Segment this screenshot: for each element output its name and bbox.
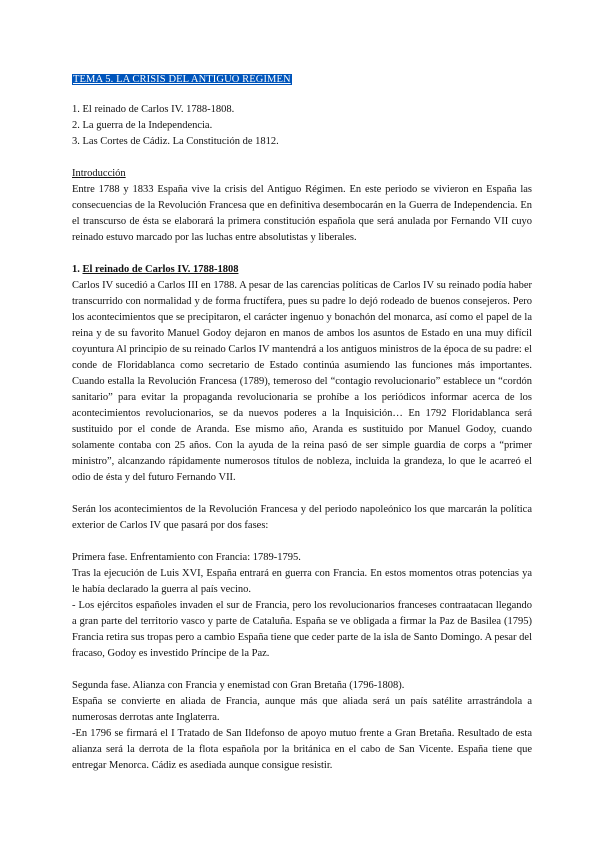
intro-paragraph: Entre 1788 y 1833 España vive la crisis del Antiguo Régimen. En este periodo se vivieron en España las consecuencias de la Revolución Francesa que en definitiva desembocarán en la Guerra de Independencia. En el transcurso de ésta se elaborará la primera constitución española que será anulada por Fernando VII cuyo reinado estuvo marcado por las luchas entre absolutistas y liberales.	[72, 184, 532, 243]
section-number: 1.	[72, 264, 80, 275]
phase-title: Segunda fase. Alianza con Francia y enemistad con Gran Bretaña (1796-1808).	[72, 680, 405, 691]
phase-paragraph: -En 1796 se firmará el I Tratado de San Ildefonso de apoyo mutuo frente a Gran Bretaña. Resultado de esta alianza será la derrota de la flota española por la británica en el cabo de San Vicente. España tiene que entregar Menorca. Cádiz es asediada aunque consigue resistir.	[72, 728, 532, 771]
section-paragraph: Carlos IV sucedió a Carlos III en 1788. A pesar de las carencias políticas de Carlos IV su reinado podía haber transcurrido con normalidad y de forma fructífera, pues su padre lo dejó rodeado de buenos consejeros. Pero los acontecimientos que se precipitaron, el carácter ingenuo y bonachón del monarca, así como el papel de la reina y de su favorito Manuel Godoy dejaron en manos de ambos los asuntos de Estado en una muy difícil coyuntura Al principio de su reinado Carlos IV mantendrá a los antiguos ministros de la época de su padre: el conde de Floridablanca como secretario de Estado continúa asumiendo las funciones más importantes. Cuando estalla la Revolución Francesa (1789), temeroso del “contagio revolucionario” establece un “cordón sanitario” para evitar la propaganda revolucionaria se prohíbe a los periódicos informar acerca de los acontecimientos revolucionarios, se da nuevos poderes a la Inquisición… En 1792 Floridablanca será sustituido por el conde de Aranda. Ese mismo año, Aranda es sustituido por Manuel Godoy, cuando solamente contaba con 25 años. Con la ayuda de la reina pasó de ser simple guardia de corps a “primer ministro”, alcanzando rápidamente numerosos títulos de nobleza, incluida la grandeza, lo que le acarreó el odio de ésta y del futuro Fernando VII.	[72, 280, 532, 483]
phase-paragraph: - Los ejércitos españoles invaden el sur de Francia, pero los revolucionarios franceses contraatacan llegando a gran parte del territorio vasco y parte de Cataluña. España se ve obligada a firmar la Paz de Basilea (1795) Francia retira sus tropas pero a cambio España tiene que ceder parte de la isla de Santo Domingo. A pesar del fracaso, Godoy es investido Príncipe de la Paz.	[72, 600, 532, 659]
document-title[interactable]: TEMA 5. LA CRISIS DEL ANTIGUO RÉGIMEN	[73, 74, 291, 85]
section-heading	[72, 262, 532, 278]
toc-item: 1. El reinado de Carlos IV. 1788-1808.	[72, 104, 235, 115]
section-paragraph: Serán los acontecimientos de la Revolución Francesa y del periodo napoleónico los que marcarán la política exterior de Carlos IV que pasará por dos fases:	[72, 504, 532, 531]
intro-heading: Introducción	[72, 168, 126, 179]
title-line	[72, 72, 532, 88]
phase-paragraph: España se convierte en aliada de Francia, aunque más que aliada será un país satélite arrastrándola a numerosas derrotas ante Inglaterra.	[72, 696, 532, 723]
document-body	[72, 72, 532, 774]
phase-paragraph: Tras la ejecución de Luis XVI, España entrará en guerra con Francia. En estos momentos otras potencias ya le había declarado la guerra al país vecino.	[72, 568, 532, 595]
table-of-contents	[72, 102, 532, 150]
toc-item: 2. La guerra de la Independencia.	[72, 120, 213, 131]
phase-title: Primera fase. Enfrentamiento con Francia: 1789-1795.	[72, 552, 301, 563]
section-title: El reinado de Carlos IV. 1788-1808	[82, 264, 239, 275]
toc-item: 3. Las Cortes de Cádiz. La Constitución de 1812.	[72, 136, 279, 147]
